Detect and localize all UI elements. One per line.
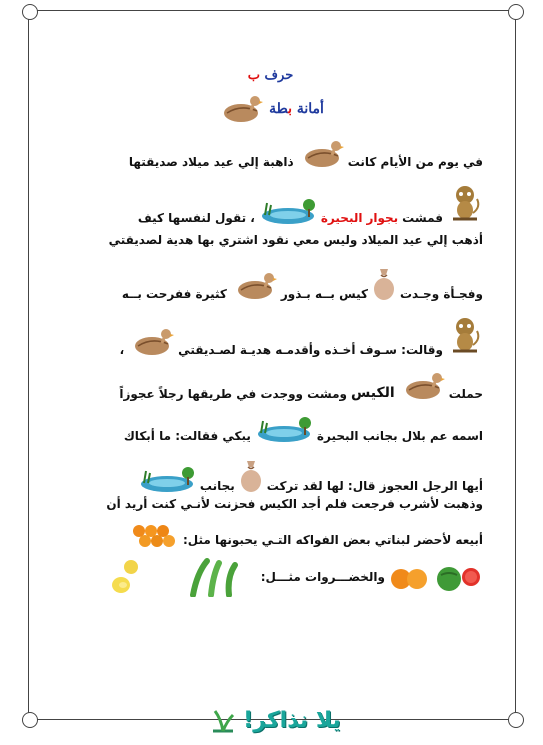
- story-text: ومشت ووجدت في طريقها رجلاً عجوزاً: [119, 387, 347, 401]
- page-curl-icon: [22, 4, 38, 20]
- story-text: أذهب إلي عيد الميلاد وليس معي نقود اشتري بها هدية لصديقتي: [108, 233, 483, 247]
- duck-icon: [399, 371, 445, 401]
- page-title: [58, 68, 483, 83]
- story-content: [58, 60, 483, 597]
- story-title-letter: ب: [288, 101, 292, 117]
- story-text: أيها الرجل العجوز قال: لها لقد تركت: [266, 479, 483, 493]
- story-line: [58, 523, 483, 547]
- page-curl-icon: [22, 712, 38, 728]
- page-curl-icon: [508, 712, 524, 728]
- story-title: [269, 101, 324, 117]
- page-curl-icon: [508, 4, 524, 20]
- orange-icon: [131, 523, 179, 547]
- story-text: والخضـــروات مثـــل:: [260, 570, 385, 584]
- brand-logo-text: يلا نذاكر!: [243, 707, 341, 733]
- story-text: فمشت: [402, 211, 443, 225]
- story-line: [58, 497, 483, 511]
- title-letter: ب: [247, 68, 261, 83]
- watermelon-icon: [433, 561, 483, 593]
- story-text: ، تقول لنفسها كيف: [137, 211, 255, 225]
- story-text: الكيس: [351, 385, 395, 401]
- story-line: [58, 415, 483, 443]
- duck-icon: [231, 271, 277, 301]
- seed-bag-icon: [372, 265, 396, 301]
- logo-plant-icon: [209, 705, 237, 735]
- story-line: [58, 233, 483, 247]
- story-line: [58, 315, 483, 357]
- story-text: اسمه عم بلال بجانب البحيرة: [316, 429, 483, 443]
- story-text: كيس بــه بـذور: [280, 287, 368, 301]
- orange-icon: [389, 559, 429, 595]
- story-line: [58, 371, 483, 401]
- duck-icon: [298, 139, 344, 169]
- story-text: ،: [119, 343, 125, 357]
- story-text: وقالت: سـوف أخـذه وأقدمـه هديـة لصـديقتي: [178, 343, 443, 357]
- duck-icon: [128, 327, 174, 357]
- story-text: يبكي فقالت: ما أبكاك: [123, 429, 251, 443]
- story-line: [58, 457, 483, 493]
- story-text: البحيرة: [320, 211, 363, 225]
- monkey-icon: [447, 315, 483, 357]
- peas-icon: [183, 557, 243, 597]
- story-text: ذاهبة إلي عيد ميلاد صديقتها: [128, 155, 294, 169]
- story-line: [58, 557, 483, 597]
- lake-icon: [138, 465, 196, 493]
- story-title-word: أمانة: [296, 101, 324, 117]
- monkey-icon: [447, 183, 483, 225]
- story-text: في يوم من الأيام كانت: [347, 155, 483, 169]
- story-line: [58, 139, 483, 169]
- title-word: حرف: [264, 68, 294, 83]
- pear-icon: [109, 557, 149, 597]
- lake-icon: [259, 197, 317, 225]
- story-text: بجانب: [199, 479, 235, 493]
- story-line: [58, 183, 483, 225]
- story-text: وذهبت لأشرب فرجعت فلم أجد الكيس فحزنت لأنـي كنت أريد أن: [106, 497, 483, 511]
- footer-logo: [190, 702, 360, 738]
- story-text: كثيرة ففرحت بــه: [121, 287, 227, 301]
- lake-icon: [255, 415, 313, 443]
- story-text: حملت: [448, 387, 483, 401]
- seed-bag-icon: [239, 457, 263, 493]
- story-title-rest: طة: [269, 101, 289, 117]
- story-line: [58, 265, 483, 301]
- story-text: أبيعه لأحضر لبناتي بعض الفواكه التـي يحبونها مثل:: [182, 533, 483, 547]
- duck-icon: [217, 94, 263, 124]
- story-text: وفجـأة وجـدت: [399, 287, 483, 301]
- story-text: بجوار: [366, 211, 399, 225]
- subtitle-row: [58, 93, 483, 125]
